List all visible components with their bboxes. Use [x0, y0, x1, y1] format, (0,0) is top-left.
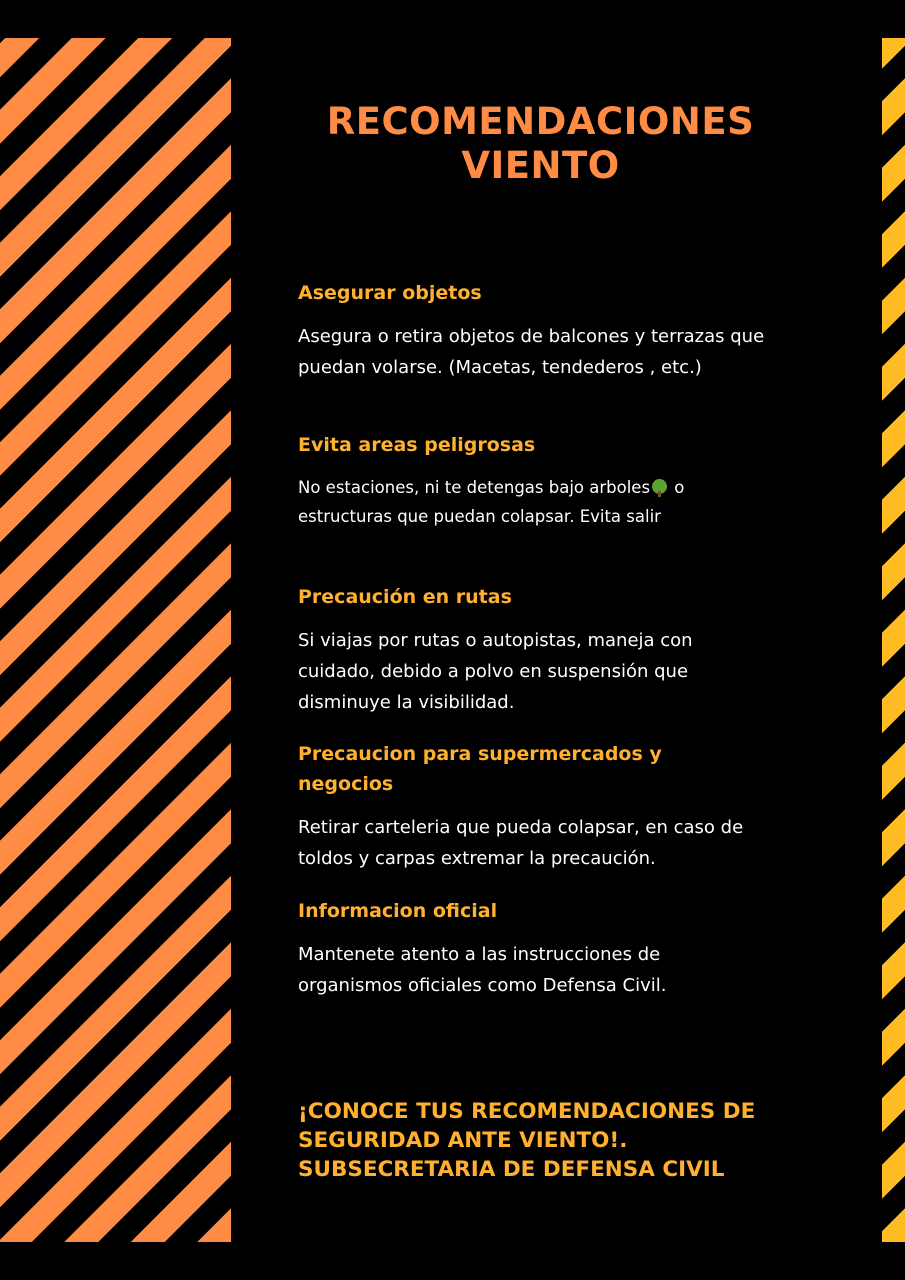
tree-icon	[652, 479, 667, 494]
footer-line-2: SEGURIDAD ANTE VIENTO!.	[298, 1128, 628, 1153]
section-heading: Asegurar objetos	[298, 282, 482, 304]
body-line: toldos y carpas extremar la precaución.	[298, 848, 656, 869]
body-line: Asegura o retira objetos de balcones y terrazas que	[298, 326, 765, 347]
body-line: disminuye la visibilidad.	[298, 692, 515, 713]
body-line: cuidado, debido a polvo en suspensión que	[298, 661, 689, 682]
poster-title	[298, 100, 783, 188]
body-line: Si viajas por rutas o autopistas, maneja con	[298, 630, 693, 651]
body-line: puedan volarse. (Macetas, tendederos , etc.)	[298, 357, 702, 378]
footer-call-to-action	[298, 1097, 838, 1184]
section-heading: Informacion oficial	[298, 900, 498, 922]
section-body	[298, 625, 828, 718]
title-line-1: RECOMENDACIONES	[326, 100, 755, 143]
section-heading: Precaución en rutas	[298, 586, 512, 608]
body-line: Retirar carteleria que pueda colapsar, en caso de	[298, 817, 744, 838]
body-text-before-icon: No estaciones, ni te detengas bajo arboles	[298, 478, 651, 497]
body-line	[298, 473, 828, 502]
section-body	[298, 321, 828, 383]
section-heading	[298, 739, 828, 799]
body-line: organismos oficiales como Defensa Civil.	[298, 975, 667, 996]
section-precaucion-supermercados	[298, 739, 828, 874]
section-asegurar-objetos	[298, 278, 828, 383]
section-body	[298, 939, 828, 1001]
heading-line: Precaucion para supermercados y	[298, 743, 662, 765]
body-line: Mantenete atento a las instrucciones de	[298, 944, 661, 965]
body-text-after-icon: o	[669, 478, 685, 497]
footer-line-1: ¡CONOCE TUS RECOMENDACIONES DE	[298, 1099, 756, 1124]
footer-line-3: SUBSECRETARIA DE DEFENSA CIVIL	[298, 1157, 725, 1182]
section-precaucion-en-rutas	[298, 582, 828, 718]
right-warning-stripes	[882, 38, 905, 1242]
section-body	[298, 812, 828, 874]
section-evita-areas-peligrosas	[298, 430, 828, 531]
body-line: estructuras que puedan colapsar. Evita salir	[298, 507, 661, 526]
heading-line: negocios	[298, 773, 394, 795]
title-line-2: VIENTO	[461, 144, 620, 187]
left-warning-stripes	[0, 38, 231, 1242]
section-informacion-oficial	[298, 896, 828, 1001]
section-heading: Evita areas peligrosas	[298, 434, 536, 456]
section-body	[298, 473, 828, 531]
